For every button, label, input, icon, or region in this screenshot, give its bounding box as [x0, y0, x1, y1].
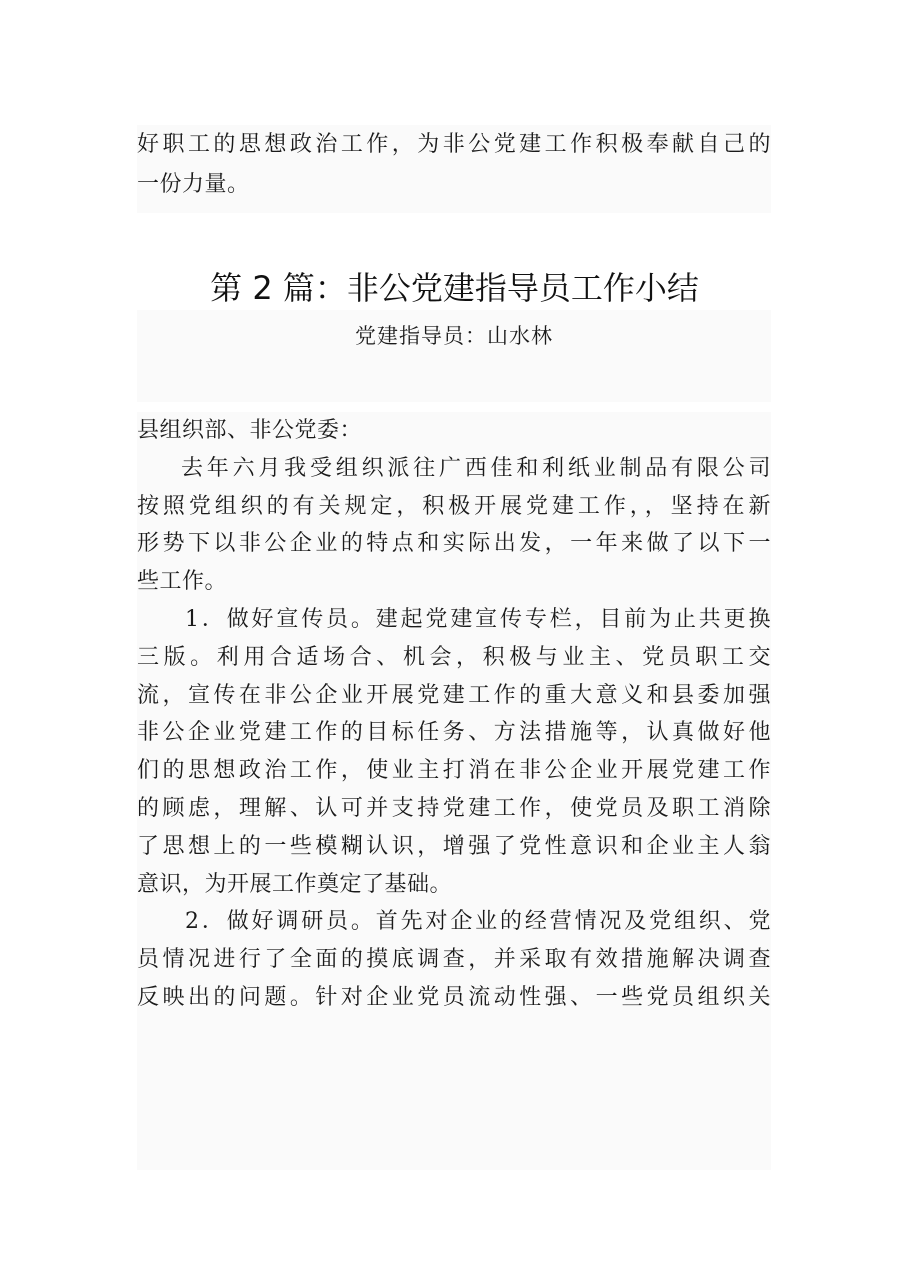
paragraph-propaganda — [137, 601, 771, 903]
text-line: 反映出的问题。针对企业党员流动性强、一些党员组织关 — [137, 984, 771, 1010]
text-line: 1．做好宣传员。建起党建宣传专栏，目前为止共更换 — [185, 606, 771, 632]
text-line: 些工作。 — [137, 569, 228, 595]
text-line: 非公企业党建工作的目标任务、方法措施等，认真做好他 — [137, 720, 771, 746]
text-line: 三版。利用合适场合、机会，积极与业主、党员职工交 — [137, 644, 771, 670]
article-title: 第 2 篇：非公党建指导员工作小结 — [210, 269, 699, 307]
text-line: 按照党组织的有关规定，积极开展党建工作，，坚持在新 — [137, 493, 771, 519]
paragraph-research — [137, 903, 771, 1016]
text-line: 的顾虑，理解、认可并支持党建工作，使党员及职工消除 — [137, 795, 771, 821]
text-line: 好职工的思想政治工作，为非公党建工作积极奉献自己的 — [137, 132, 771, 157]
text-line: 一份力量。 — [137, 172, 250, 197]
text-line: 了思想上的一些模糊认识，增强了党性意识和企业主人翁 — [137, 833, 771, 859]
salutation: 县组织部、非公党委： — [137, 418, 363, 443]
author-block — [137, 310, 771, 402]
text-line: 2．做好调研员。首先对企业的经营情况及党组织、党 — [185, 909, 771, 935]
article-body — [137, 412, 771, 1170]
text-line: 流，宣传在非公企业开展党建工作的重大意义和县委加强 — [137, 682, 771, 708]
author-line: 党建指导员：山水林 — [355, 324, 553, 348]
text-line: 形势下以非公企业的特点和实际出发，一年来做了以下一 — [137, 531, 771, 557]
text-line: 去年六月我受组织派往广西佳和利纸业制品有限公司 — [181, 455, 771, 481]
paragraph-intro — [137, 450, 771, 601]
text-line: 意识，为开展工作奠定了基础。 — [137, 871, 453, 897]
text-line: 们的思想政治工作，使业主打消在非公企业开展党建工作 — [137, 758, 771, 784]
text-line: 员情况进行了全面的摸底调查，并采取有效措施解决调查 — [137, 947, 771, 973]
continuation-paragraph — [137, 125, 771, 213]
